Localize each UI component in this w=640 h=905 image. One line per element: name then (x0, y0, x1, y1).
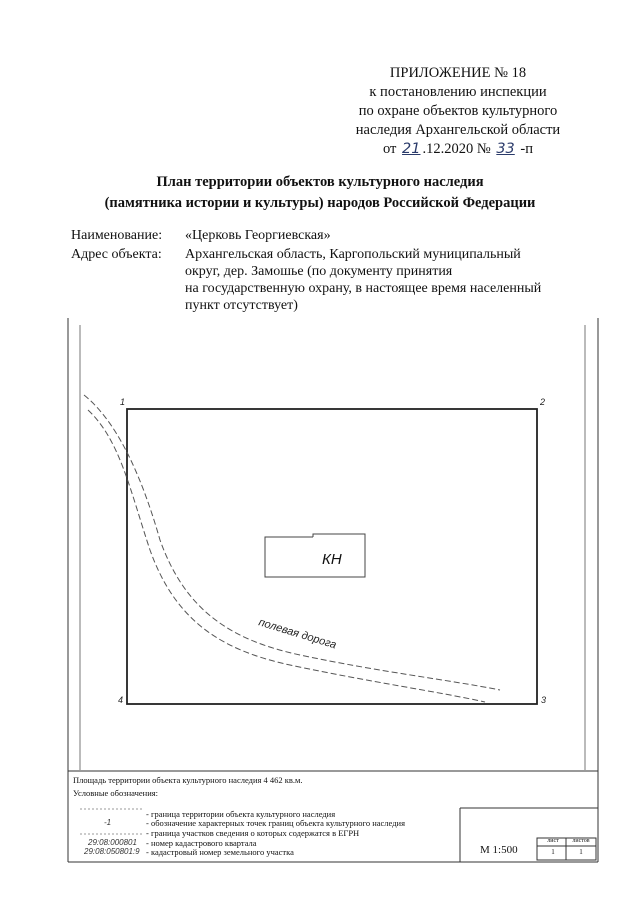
address-line: Архангельская область, Каргопольский муниципальный (185, 247, 521, 262)
legend-symbol-quarter: 29:08:000801 (88, 838, 137, 847)
date-rest: .12.2020 № (422, 141, 491, 157)
sheets-label: листов (572, 838, 590, 844)
address-line: округ, дер. Замошье (по документу принятия (185, 264, 453, 279)
legend-item-parcel: - кадастровый номер земельного участка (146, 847, 294, 857)
point-2-label: 2 (540, 397, 546, 407)
sheet-label: лист (547, 838, 559, 844)
address-line: пункт отсутствует) (185, 298, 298, 313)
legend-title: Условные обозначения: (73, 788, 159, 798)
road-label: полевая дорога (257, 616, 338, 652)
date-prefix: от (383, 141, 397, 157)
appendix-line-3: по охране объектов культурного (358, 103, 558, 119)
object-label: КН (322, 551, 342, 568)
point-4-label: 4 (118, 695, 124, 705)
legend-item-egrn: - граница участков сведения о которых содержатся в ЕГРН (146, 828, 360, 838)
legend-item-points: - обозначение характерных точек границ объекта культурного наследия (146, 818, 405, 828)
address-label: Адрес объекта: (71, 247, 162, 262)
field-road (84, 395, 500, 702)
appendix-line-2: к постановлению инспекции (369, 84, 547, 100)
appendix-line-4: наследия Архангельской области (355, 122, 561, 138)
date-suffix: -п (520, 141, 533, 157)
legend-symbol-parcel: 29:08:050801:9 (84, 847, 140, 856)
sheet-value: 1 (551, 848, 555, 856)
scale-label: М 1:500 (480, 844, 518, 856)
legend-symbol-point: -1 (104, 818, 112, 827)
object-outline (265, 534, 365, 577)
appendix-number: ПРИЛОЖЕНИЕ № 18 (389, 65, 527, 81)
legend-item-boundary: - граница территории объекта культурного наследия (146, 809, 336, 819)
point-1-label: 1 (120, 397, 126, 407)
doc-number-handwritten: 33 (496, 141, 515, 157)
title-line-1: План территории объектов культурного наследия (156, 174, 484, 190)
name-value: «Церковь Георгиевская» (185, 228, 331, 243)
point-3-label: 3 (541, 695, 547, 705)
address-line: на государственную охрану, в настоящее время населенный (185, 281, 542, 296)
territory-area: Площадь территории объекта культурного наследия 4 462 кв.м. (73, 775, 303, 785)
date-day-handwritten: 21 (402, 141, 421, 157)
name-label: Наименование: (71, 228, 163, 243)
title-line-2: (памятника истории и культуры) народов Российской Федерации (104, 195, 536, 211)
legend-item-quarter: - номер кадастрового квартала (146, 838, 257, 848)
sheets-value: 1 (579, 848, 583, 856)
